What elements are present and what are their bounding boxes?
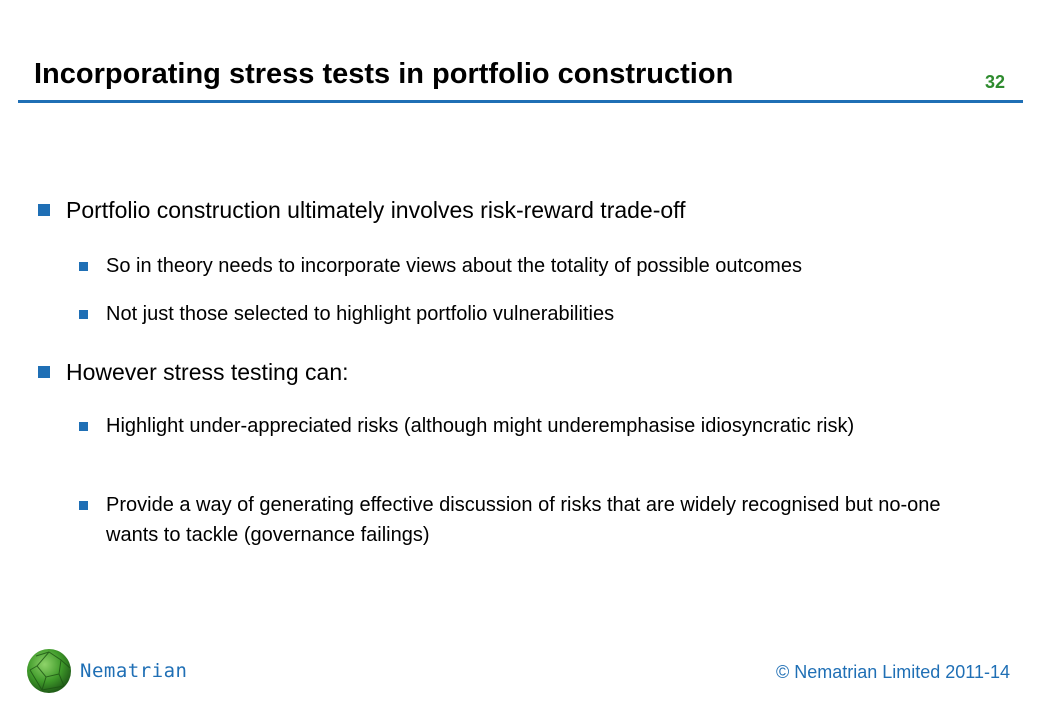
bullet-1-sub-2-text: Not just those selected to highlight portfolio vulnerabilities	[106, 303, 615, 325]
bullet-square-icon	[79, 422, 88, 431]
footer-copyright: © Nematrian Limited 2011-14	[775, 662, 1010, 682]
bullet-square-icon	[79, 262, 88, 271]
title-divider	[18, 100, 1023, 103]
bullet-2-sub-2-text: Provide a way of generating effective discussion of risks that are widely recognised but no-one wants to tackle (governance failings)	[106, 494, 941, 546]
bullet-2-sub-2	[106, 490, 986, 550]
green-polyhedron-logo-icon	[24, 646, 74, 696]
bullet-1-sub-1	[106, 251, 986, 281]
bullet-square-icon	[79, 501, 88, 510]
bullet-1-sub-1-text: So in theory needs to incorporate views about the totality of possible outcomes	[106, 255, 802, 277]
bullet-square-icon	[38, 366, 50, 378]
bullet-square-icon	[79, 310, 88, 319]
bullet-square-icon	[38, 204, 50, 216]
footer-brand: Nematrian	[80, 660, 188, 682]
bullet-1	[66, 196, 686, 224]
bullet-1-text: Portfolio construction ultimately involves risk-reward trade-off	[66, 197, 686, 223]
slide-title: Incorporating stress tests in portfolio construction	[34, 58, 734, 90]
bullet-2-sub-1	[106, 411, 986, 441]
bullet-2-sub-1-text: Highlight under-appreciated risks (although might underemphasise idiosyncratic risk)	[106, 415, 855, 437]
bullet-2-text: However stress testing can:	[66, 359, 349, 385]
slide-number: 32	[984, 72, 1005, 92]
bullet-2	[66, 358, 349, 386]
bullet-1-sub-2	[106, 299, 986, 329]
